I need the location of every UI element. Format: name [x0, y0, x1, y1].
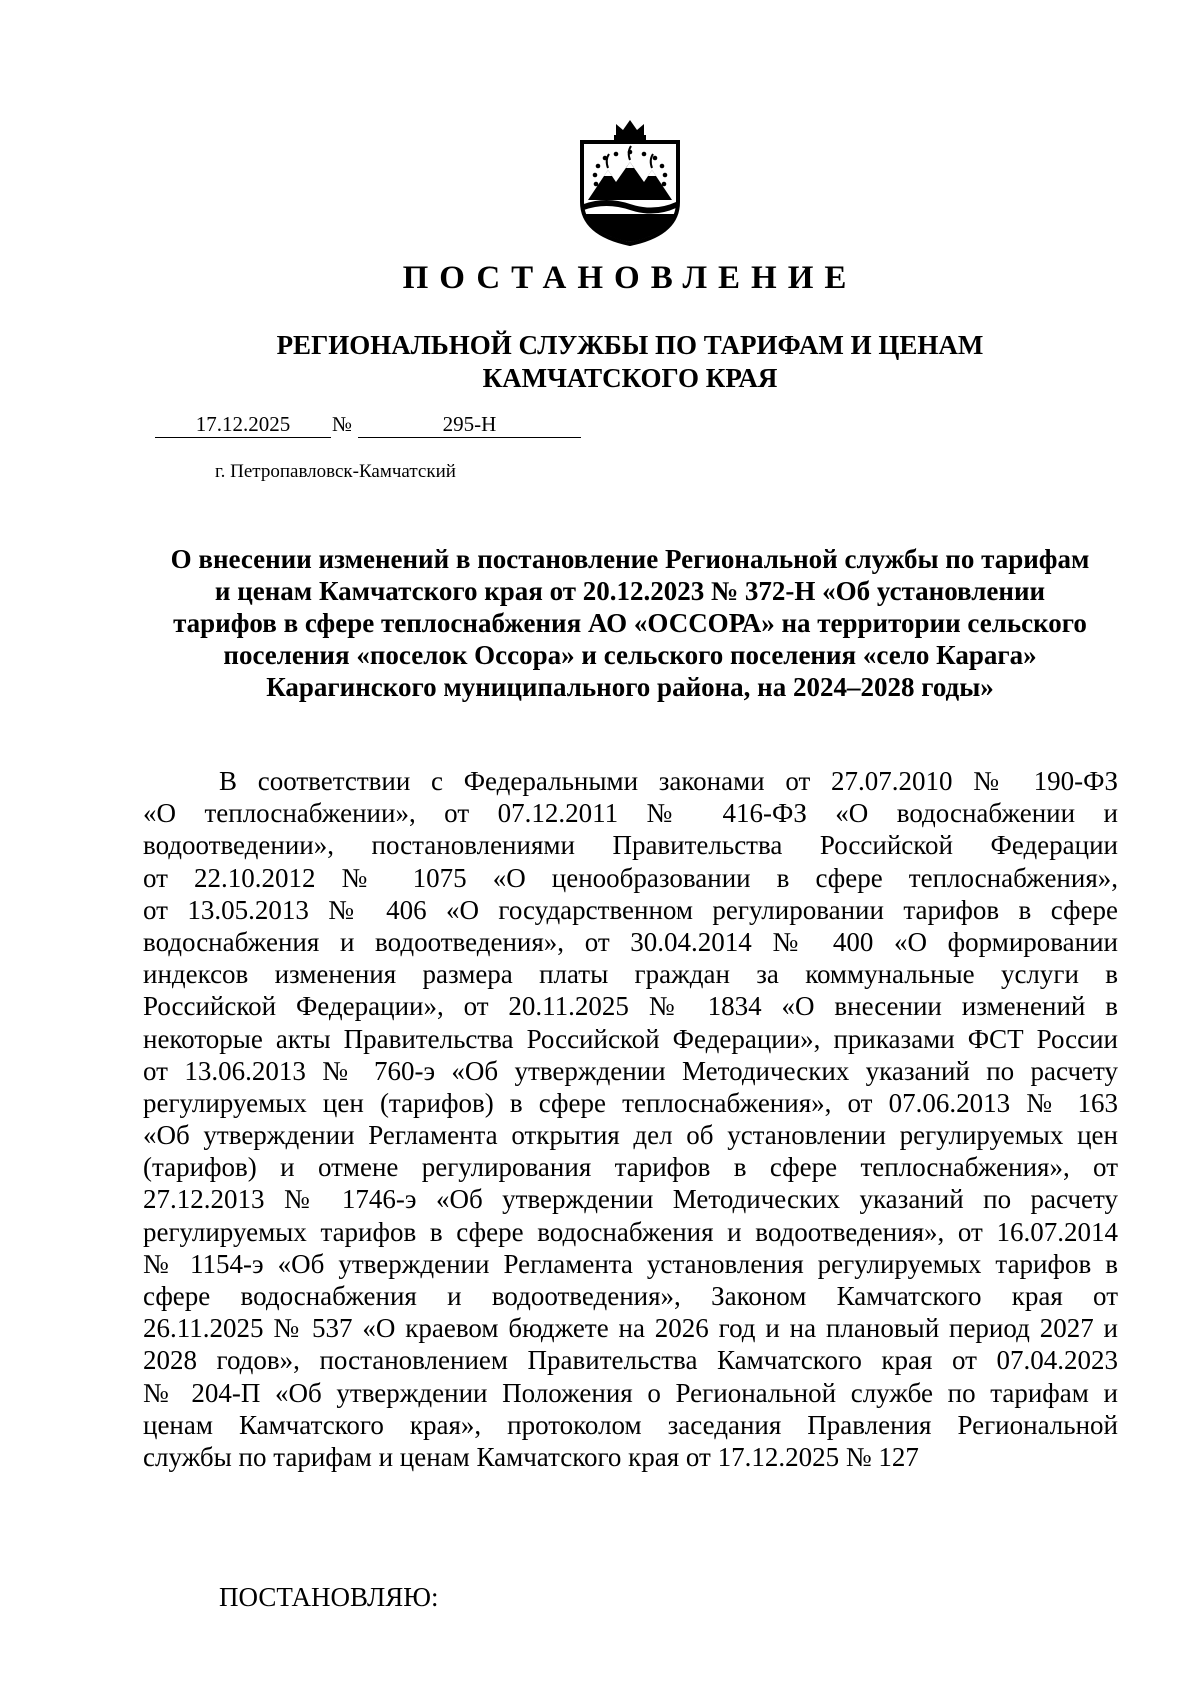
body-line: службы по тарифам и ценам Камчатского края от 17.12.2025 № 127	[143, 1441, 919, 1472]
body-line: В соответствии с Федеральными законами от 27.07.2010 № 190-ФЗ	[219, 766, 1118, 796]
kamchatka-coat-of-arms-icon	[578, 118, 682, 246]
issuer-line: КАМЧАТСКОГО КРАЯ	[482, 363, 778, 393]
body-line: № 204-П «Об утверждении Положения о Региональной службе по тарифам и	[143, 1377, 1118, 1408]
body-line: 27.12.2013 № 1746-э «Об утверждении Методических указаний по расчету	[143, 1184, 1118, 1215]
body-line: регулируемых тарифов в сфере водоснабжения и водоотведения», от 16.07.2014	[143, 1216, 1118, 1247]
document-number: 295-Н	[358, 411, 581, 438]
title-line: и ценам Камчатского края от 20.12.2023 № 372-Н «Об установлении	[214, 576, 1046, 606]
body-line: ценам Камчатского края», протоколом заседания Правления Региональной	[143, 1409, 1118, 1440]
body-line: от 13.05.2013 № 406 «О государственном регулировании тарифов в сфере	[143, 894, 1118, 925]
body-line: № 1154-э «Об утверждении Регламента установления регулируемых тарифов в	[143, 1248, 1118, 1279]
body-line: регулируемых цен (тарифов) в сфере теплоснабжения», от 07.06.2013 № 163	[143, 1087, 1118, 1118]
body-line: (тарифов) и отмене регулирования тарифов в сфере теплоснабжения», от	[143, 1152, 1118, 1183]
number-sign: №	[332, 412, 353, 436]
document-type-heading: ПОСТАНОВЛЕНИЕ	[402, 260, 858, 296]
title-line: Карагинского муниципального района, на 2024–2028 годы»	[266, 672, 994, 702]
body-line: водоснабжения и водоотведения», от 30.04.2014 № 400 «О формировании	[143, 926, 1118, 957]
title-line: поселения «поселок Оссора» и сельского поселения «село Карага»	[223, 640, 1037, 670]
document-date: 17.12.2025	[155, 411, 331, 438]
body-line: «Об утверждении Регламента открытия дел об установлении регулируемых цен	[143, 1120, 1118, 1151]
body-line: от 13.06.2013 № 760-э «Об утверждении Методических указаний по расчету	[143, 1055, 1118, 1086]
title-line: О внесении изменений в постановление Региональной службы по тарифам	[170, 544, 1090, 574]
body-line: от 22.10.2012 № 1075 «О ценообразовании в сфере теплоснабжения»,	[143, 862, 1118, 893]
document-title	[130, 543, 1130, 703]
body-line: 26.11.2025 № 537 «О краевом бюджете на 2026 год и на плановый период 2027 и	[143, 1313, 1118, 1344]
document-city: г. Петропавловск-Камчатский	[215, 461, 456, 482]
preamble-paragraph	[143, 765, 1118, 1473]
body-line: Российской Федерации», от 20.11.2025 № 1834 «О внесении изменений в	[143, 991, 1118, 1022]
body-line: сфере водоснабжения и водоотведения», Законом Камчатского края от	[143, 1281, 1118, 1311]
body-line: индексов изменения размера платы граждан за коммунальные услуги в	[143, 959, 1118, 990]
body-line: некоторые акты Правительства Российской Федерации», приказами ФСТ России	[143, 1023, 1118, 1054]
title-line: тарифов в сфере теплоснабжения АО «ОССОРА» на территории сельского	[173, 608, 1087, 638]
body-line: водоотведении», постановлениями Правительства Российской Федерации	[143, 830, 1118, 861]
issuing-authority	[0, 329, 1200, 395]
issuer-line: РЕГИОНАЛЬНОЙ СЛУЖБЫ ПО ТАРИФАМ И ЦЕНАМ	[276, 330, 984, 360]
body-line: «О теплоснабжении», от 07.12.2011 № 416-ФЗ «О водоснабжении и	[143, 798, 1118, 829]
body-line: 2028 годов», постановлением Правительства Камчатского края от 07.04.2023	[143, 1345, 1118, 1376]
resolve-heading: ПОСТАНОВЛЯЮ:	[219, 1582, 439, 1612]
